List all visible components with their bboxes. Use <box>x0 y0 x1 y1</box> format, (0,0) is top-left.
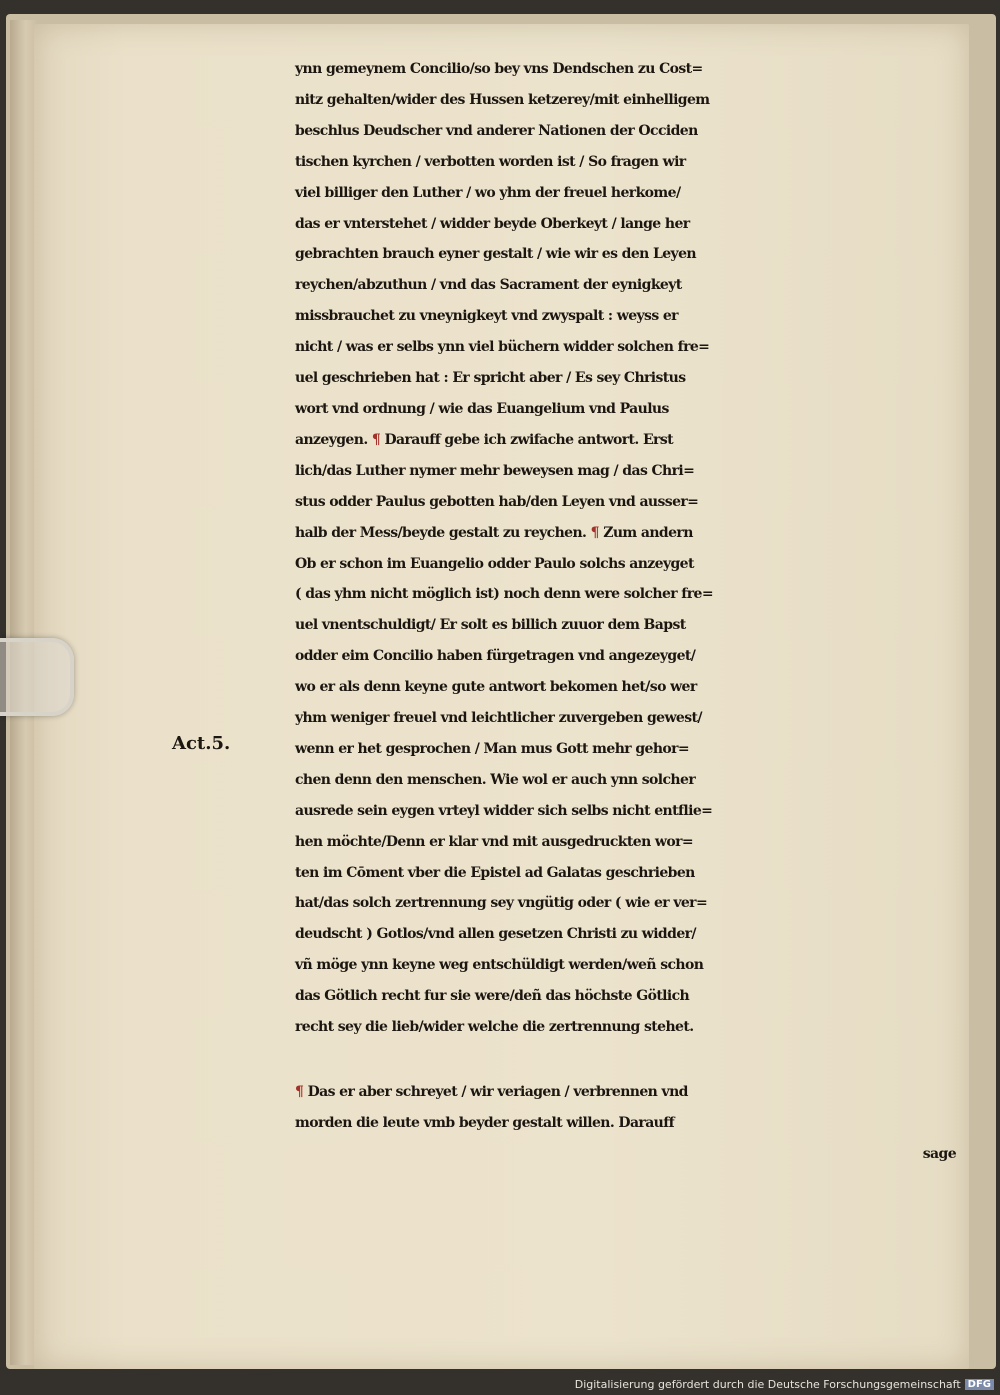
text-segment: das Götlich recht fur sie were/deñ das höchste Götlich <box>295 988 690 1005</box>
text-segment: Darauff gebe ich zwifache antwort. Erst <box>380 431 673 448</box>
text-segment: wort vnd ordnung / wie das Euangelium vnd Paulus <box>295 400 669 417</box>
text-line <box>295 301 960 332</box>
text-segment: recht sey die lieb/wider welche die zertrennung stehet. <box>295 1019 694 1036</box>
dfg-logo: DFG <box>965 1379 994 1390</box>
footer-text: Digitalisierung gefördert durch die Deutsche Forschungsgemeinschaft <box>574 1378 961 1391</box>
text-line <box>295 394 960 425</box>
text-line <box>295 518 960 549</box>
text-segment: wenn er het gesprochen / Man mus Gott mehr gehor= <box>295 740 690 757</box>
text-segment: uel vnentschuldigt/ Er solt es billich zuuor dem Bapst <box>295 617 686 634</box>
text-segment: Zum andern <box>598 524 693 541</box>
text-segment: ten im Cōment vber die Epistel ad Galatas geschrieben <box>295 864 695 881</box>
text-line <box>295 54 960 85</box>
text-line <box>295 332 960 363</box>
text-line <box>295 363 960 394</box>
text-segment: nitz gehalten/wider des Hussen ketzerey/mit einhelligem <box>295 91 710 108</box>
text-segment: ( das yhm nicht möglich ist) noch denn were solcher fre= <box>295 586 713 603</box>
text-segment: reychen/abzuthun / vnd das Sacrament der eynigkeyt <box>295 277 682 294</box>
text-line <box>295 858 960 889</box>
text-line <box>295 178 960 209</box>
text-segment: das er vnterstehet / widder beyde Oberkeyt / lange her <box>295 215 690 232</box>
text-line <box>295 919 960 950</box>
text-segment: morden die leute vmb beyder gestalt willen. Darauff <box>295 1114 675 1131</box>
text-segment: ausrede sein eygen vrteyl widder sich selbs nicht entflie= <box>295 802 713 819</box>
text-line <box>295 549 960 580</box>
text-line <box>295 672 960 703</box>
text-segment: lich/das Luther nymer mehr beweysen mag / das Chri= <box>295 462 695 479</box>
page-body-text <box>295 54 960 1170</box>
text-line <box>295 950 960 981</box>
text-segment: tischen kyrchen / verbotten worden ist / So fragen wir <box>295 153 686 170</box>
text-line <box>295 1077 960 1108</box>
text-segment: Das er aber schreyet / wir veriagen / verbrennen vnd <box>303 1084 688 1100</box>
text-segment: gebrachten brauch eyner gestalt / wie wir es den Leyen <box>295 246 696 263</box>
text-segment: hen möchte/Denn er klar vnd mit ausgedruckten wor= <box>295 833 694 850</box>
text-line <box>295 703 960 734</box>
text-line <box>295 147 960 178</box>
text-line <box>295 116 960 147</box>
text-line <box>295 1139 960 1170</box>
text-line <box>295 610 960 641</box>
text-line <box>295 425 960 456</box>
text-segment: halb der Mess/beyde gestalt zu reychen. <box>295 524 591 541</box>
text-segment: hat/das solch zertrennung sey vngütig oder ( wie er ver= <box>295 895 708 912</box>
text-line <box>295 270 960 301</box>
text-segment: anzeygen. <box>295 431 372 448</box>
text-line <box>295 796 960 827</box>
text-segment: wo er als denn keyne gute antwort bekomen het/so wer <box>295 679 697 696</box>
text-line <box>295 456 960 487</box>
paragraph-marker: ¶ <box>371 431 381 448</box>
digitization-footer <box>575 1378 994 1391</box>
text-segment: ynn gemeynem Concilio/so bey vns Dendschen zu Cost= <box>295 61 703 77</box>
paragraph-gap <box>295 1043 960 1077</box>
text-segment: sage <box>922 1145 956 1162</box>
text-line <box>295 209 960 240</box>
text-line <box>295 981 960 1012</box>
text-segment: Ob er schon im Euangelio odder Paulo solchs anzeyget <box>295 555 694 572</box>
text-segment: chen denn den menschen. Wie wol er auch ynn solcher <box>295 771 696 788</box>
text-segment: uel geschrieben hat : Er spricht aber / Es sey Christus <box>295 370 686 387</box>
text-line <box>295 1108 960 1139</box>
text-line <box>295 888 960 919</box>
text-line <box>295 734 960 765</box>
paragraph-marker: ¶ <box>295 1084 304 1100</box>
text-segment: yhm weniger freuel vnd leichtlicher zuvergeben gewest/ <box>295 710 702 727</box>
text-line <box>295 641 960 672</box>
text-segment: beschlus Deudscher vnd anderer Nationen der Occiden <box>295 122 698 139</box>
text-line <box>295 827 960 858</box>
text-line <box>295 487 960 518</box>
text-segment: odder eim Concilio haben fürgetragen vnd angezeyget/ <box>295 648 696 665</box>
text-line <box>295 85 960 116</box>
text-segment: vñ möge ynn keyne weg entschüldigt werden/weñ schon <box>295 957 704 974</box>
text-line <box>295 765 960 796</box>
paragraph-marker: ¶ <box>590 524 599 541</box>
text-segment: nicht / was er selbs ynn viel büchern widder solchen fre= <box>295 339 710 356</box>
text-segment: deudscht ) Gotlos/vnd allen gesetzen Christi zu widder/ <box>295 926 696 943</box>
text-segment: stus odder Paulus gebotten hab/den Leyen vnd ausser= <box>295 493 699 510</box>
bookmark-clip <box>0 638 74 716</box>
margin-note: Act.5. <box>172 733 231 754</box>
text-line <box>295 239 960 270</box>
text-line <box>295 1012 960 1043</box>
text-segment: missbrauchet zu vneynigkeyt vnd zwyspalt : weyss er <box>295 308 678 325</box>
text-segment: viel billiger den Luther / wo yhm der freuel herkome/ <box>295 184 681 201</box>
text-line <box>295 579 960 610</box>
